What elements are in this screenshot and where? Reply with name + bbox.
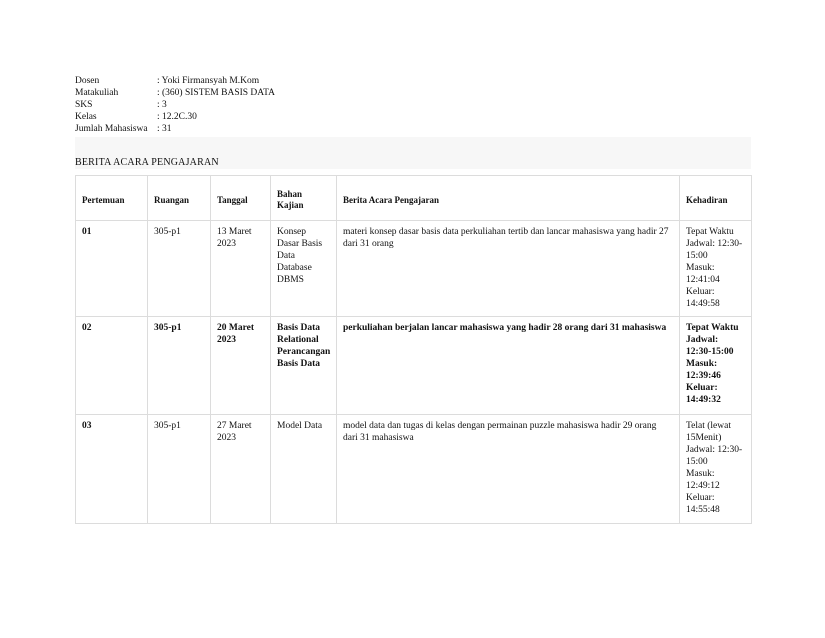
info-label: SKS: [75, 100, 93, 110]
info-label: Matakuliah: [75, 88, 119, 98]
info-value: : 31: [157, 124, 172, 134]
info-label: Kelas: [75, 112, 97, 122]
info-row: [75, 123, 275, 135]
info-label: Jumlah Mahasiswa: [75, 124, 148, 134]
cell-berita-acara: materi konsep dasar basis data perkuliahan tertib dan lancar mahasiswa yang hadir 27 dari 31 orang: [337, 221, 680, 317]
info-value: : (360) SISTEM BASIS DATA: [157, 88, 275, 98]
cell-ruangan: 305-p1: [148, 415, 211, 524]
cell-tanggal: 13 Maret 2023: [211, 221, 271, 317]
table-header-row: [76, 176, 752, 221]
teaching-log-table: [75, 175, 752, 524]
section-header: [75, 137, 751, 169]
cell-ruangan: 305-p1: [148, 221, 211, 317]
cell-berita-acara: perkuliahan berjalan lancar mahasiswa yang hadir 28 orang dari 31 mahasiswa: [337, 317, 680, 415]
cell-ruangan: 305-p1: [148, 317, 211, 415]
column-header-bahan-kajian: Bahan Kajian: [271, 176, 337, 221]
column-header-ruangan: Ruangan: [148, 176, 211, 221]
cell-pertemuan: 01: [76, 221, 148, 317]
info-value: : 3: [157, 100, 167, 110]
cell-bahan-kajian: Konsep Dasar Basis Data Database DBMS: [271, 221, 337, 317]
info-row: [75, 99, 275, 111]
info-value: : 12.2C.30: [157, 112, 197, 122]
cell-kehadiran: Tepat Waktu Jadwal: 12:30-15:00 Masuk: 12:41:04 Keluar: 14:49:58: [680, 221, 752, 317]
table-row: [76, 317, 752, 415]
cell-tanggal: 20 Maret 2023: [211, 317, 271, 415]
cell-tanggal: 27 Maret 2023: [211, 415, 271, 524]
column-header-tanggal: Tanggal: [211, 176, 271, 221]
cell-bahan-kajian: Basis Data Relational Perancangan Basis Data: [271, 317, 337, 415]
section-title: BERITA ACARA PENGAJARAN: [75, 157, 219, 168]
info-row: [75, 75, 275, 87]
column-header-pertemuan: Pertemuan: [76, 176, 148, 221]
column-header-berita-acara: Berita Acara Pengajaran: [337, 176, 680, 221]
cell-berita-acara: model data dan tugas di kelas dengan permainan puzzle mahasiswa hadir 29 orang dari 31 mahasiswa: [337, 415, 680, 524]
info-value: : Yoki Firmansyah M.Kom: [157, 76, 260, 86]
info-label: Dosen: [75, 76, 100, 86]
table-row: [76, 415, 752, 524]
table-row: [76, 221, 752, 317]
cell-pertemuan: 03: [76, 415, 148, 524]
info-row: [75, 87, 275, 99]
cell-bahan-kajian: Model Data: [271, 415, 337, 524]
cell-kehadiran: Tepat Waktu Jadwal: 12:30-15:00 Masuk: 12:39:46 Keluar: 14:49:32: [680, 317, 752, 415]
course-info: [75, 75, 275, 135]
cell-kehadiran: Telat (lewat 15Menit) Jadwal: 12:30-15:00 Masuk: 12:49:12 Keluar: 14:55:48: [680, 415, 752, 524]
cell-pertemuan: 02: [76, 317, 148, 415]
info-row: [75, 111, 275, 123]
column-header-kehadiran: Kehadiran: [680, 176, 752, 221]
